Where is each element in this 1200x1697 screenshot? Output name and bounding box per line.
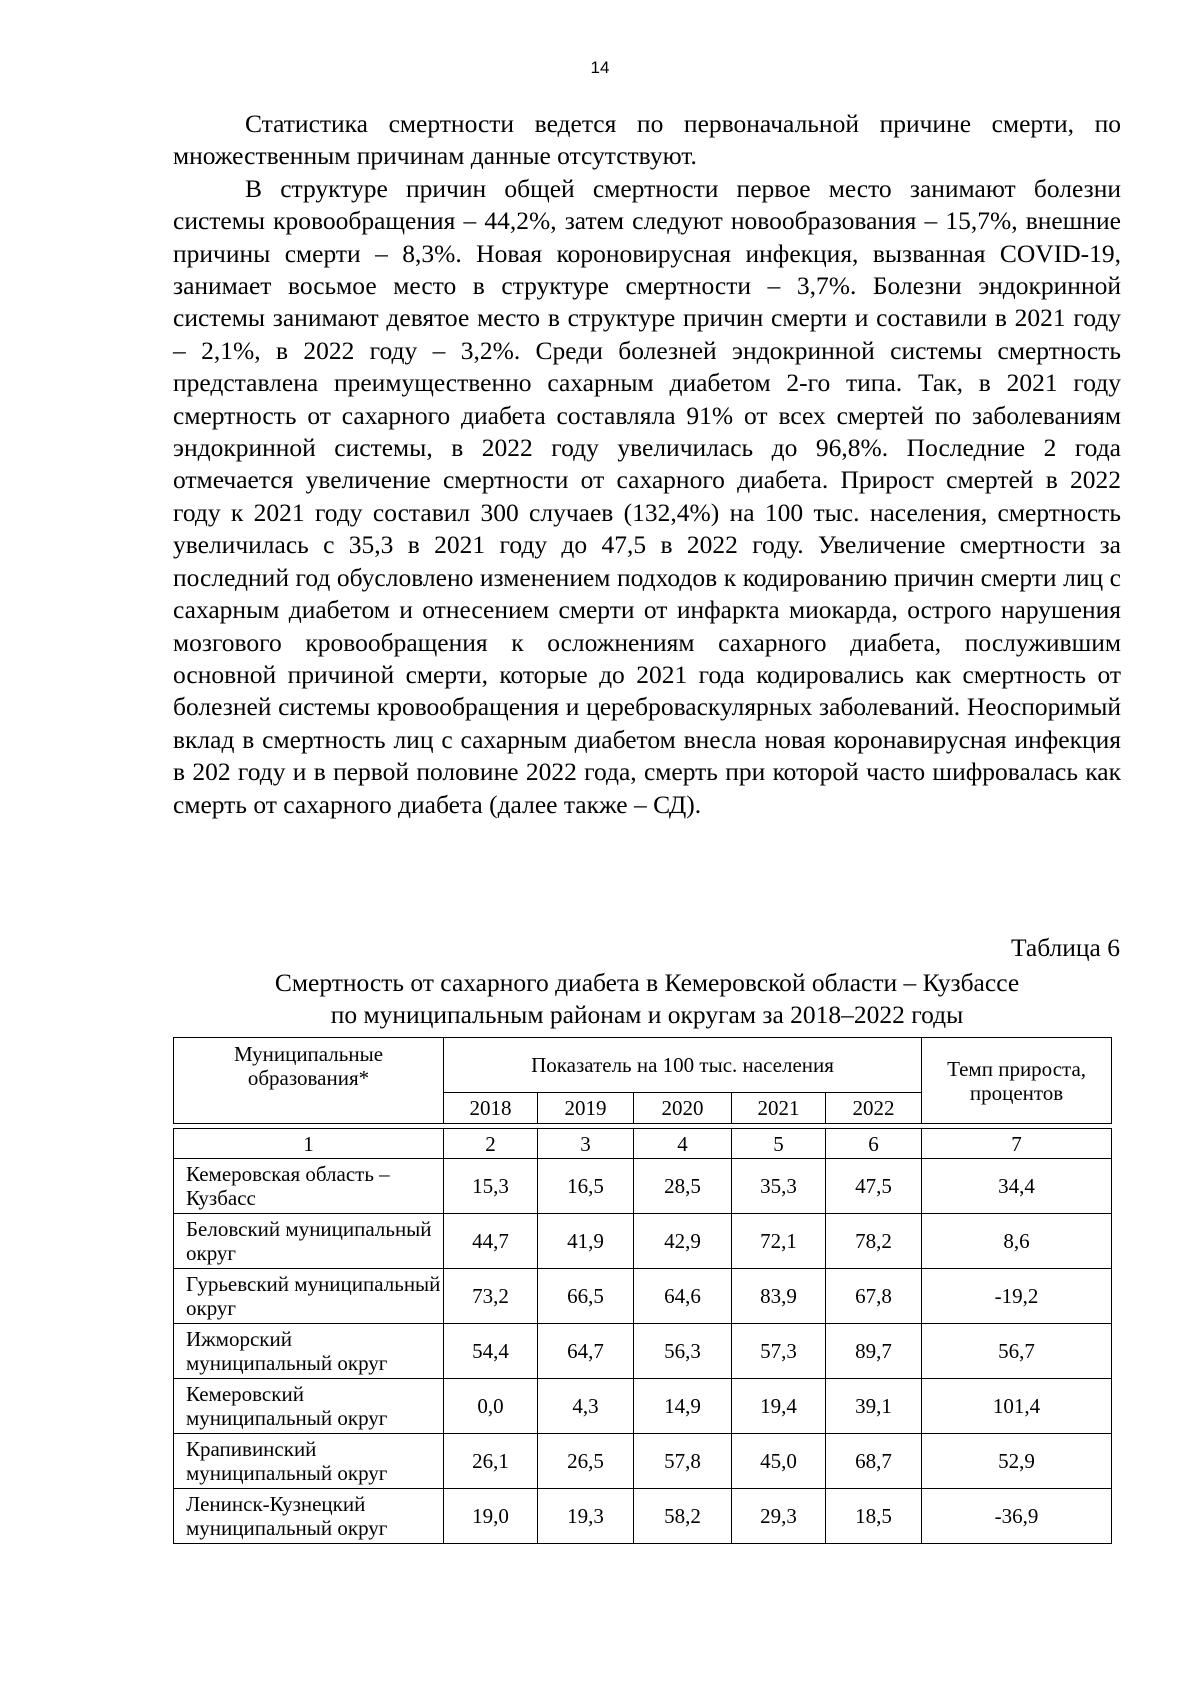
- cell-value: 66,5: [538, 1269, 634, 1324]
- cell-value: 64,6: [634, 1269, 732, 1324]
- cell-value: 44,7: [444, 1214, 538, 1269]
- column-number: 7: [922, 1129, 1112, 1159]
- cell-value: 78,2: [826, 1214, 922, 1269]
- table-row: [174, 1214, 1112, 1269]
- cell-value: 8,6: [922, 1214, 1112, 1269]
- cell-value: 64,7: [538, 1324, 634, 1379]
- header-municipalities: Муниципальные образования*: [174, 1038, 444, 1124]
- cell-value: 47,5: [826, 1159, 922, 1214]
- header-year: 2021: [732, 1093, 826, 1124]
- paragraph: Статистика смертности ведется по первоначальной причине смерти, по множественным причинам данные отсутствуют.: [173, 109, 1121, 171]
- row-name: Гурьевский муниципальный округ: [174, 1269, 444, 1324]
- cell-value: 28,5: [634, 1159, 732, 1214]
- cell-value: 52,9: [922, 1434, 1112, 1489]
- cell-value: 14,9: [634, 1379, 732, 1434]
- cell-value: 41,9: [538, 1214, 634, 1269]
- cell-value: -19,2: [922, 1269, 1112, 1324]
- cell-value: 4,3: [538, 1379, 634, 1434]
- paragraph: В структуре причин общей смертности первое место занимают болезни системы кровообращения – 44,2%, затем следуют новообразования – 15,7%, внешние причины смерти – 8,3%. Новая короновирусная инфекция, вызванная COVID-19, занимает восьмое место в структуре смертности – 3,7%. Болезни эндокринной системы занимают девятое место в структуре причин смерти и составили в 2021 году – 2,1%, в 2022 году – 3,2%. Среди болезней эндокринной системы смертность представлена преимущественно сахарным диабетом 2-го типа. Так, в 2021 году смертность от сахарного диабета составляла 91% от всех смертей по заболеваниям эндокринной системы, в 2022 году увеличилась до 96,8%. Последние 2 года отмечается увеличение смертности от сахарного диабета. Прирост смертей в 2022 году к 2021 году составил 300 случаев (132,4%) на 100 тыс. населения, смертность увеличилась с 35,3 в 2021 году до 47,5 в 2022 году. Увеличение смертности за последний год обусловлено изменением подходов к кодированию причин смерти лиц с сахарным диабетом и отнесением смерти от инфаркта миокарда, острого нарушения мозгового кровообращения к осложнениям сахарного диабета, послужившим основной причиной смерти, которые до 2021 года кодировались как смертность от болезней системы кровообращения и цереброваскулярных заболеваний. Неоспоримый вклад в смертность лиц с сахарным диабетом внесла новая коронавирусная инфекция в 202 году и в первой половине 2022 года, смерть при которой часто шифровалась как смерть от сахарного диабета (далее также – СД).: [173, 173, 1121, 819]
- cell-value: 18,5: [826, 1489, 922, 1544]
- cell-value: 89,7: [826, 1324, 922, 1379]
- cell-value: 26,1: [444, 1434, 538, 1489]
- column-number: 2: [444, 1129, 538, 1159]
- cell-value: 45,0: [732, 1434, 826, 1489]
- cell-value: 29,3: [732, 1489, 826, 1544]
- cell-value: 56,7: [922, 1324, 1112, 1379]
- row-name: Кемеровский муниципальный округ: [174, 1379, 444, 1434]
- page-number: 14: [590, 58, 610, 77]
- table-title: [173, 967, 1121, 1031]
- column-number: 5: [732, 1129, 826, 1159]
- cell-value: 72,1: [732, 1214, 826, 1269]
- cell-value: 83,9: [732, 1269, 826, 1324]
- table-row: [174, 1489, 1112, 1544]
- table-title-line: по муниципальным районам и округам за 2018–2022 годы: [330, 1000, 964, 1029]
- cell-value: 19,0: [444, 1489, 538, 1544]
- cell-value: 67,8: [826, 1269, 922, 1324]
- cell-value: 56,3: [634, 1324, 732, 1379]
- cell-value: 101,4: [922, 1379, 1112, 1434]
- row-name: Крапивинский муниципальный округ: [174, 1434, 444, 1489]
- cell-value: 73,2: [444, 1269, 538, 1324]
- column-number: 6: [826, 1129, 922, 1159]
- row-name: Беловский муниципальный округ: [174, 1214, 444, 1269]
- cell-value: 34,4: [922, 1159, 1112, 1214]
- table-title-line: Смертность от сахарного диабета в Кемеровской области – Кузбассе: [274, 968, 1020, 997]
- cell-value: 39,1: [826, 1379, 922, 1434]
- table-row: [174, 1324, 1112, 1379]
- data-table: [173, 1128, 1112, 1544]
- header-year: 2018: [444, 1093, 538, 1124]
- table-caption: Таблица 6: [1010, 933, 1120, 962]
- header-year: 2022: [826, 1093, 922, 1124]
- cell-value: 57,8: [634, 1434, 732, 1489]
- header-year: 2019: [538, 1093, 634, 1124]
- table-row: [174, 1379, 1112, 1434]
- cell-value: 42,9: [634, 1214, 732, 1269]
- header-indicator-group: Показатель на 100 тыс. населения: [444, 1038, 922, 1093]
- table-row: [174, 1434, 1112, 1489]
- column-number: 3: [538, 1129, 634, 1159]
- table-row: [174, 1159, 1112, 1214]
- header-year: 2020: [634, 1093, 732, 1124]
- column-number: 4: [634, 1129, 732, 1159]
- cell-value: 57,3: [732, 1324, 826, 1379]
- cell-value: 16,5: [538, 1159, 634, 1214]
- row-name: Ленинск-Кузнецкий муниципальный округ: [174, 1489, 444, 1544]
- cell-value: 68,7: [826, 1434, 922, 1489]
- cell-value: 35,3: [732, 1159, 826, 1214]
- cell-value: 0,0: [444, 1379, 538, 1434]
- column-number: 1: [174, 1129, 444, 1159]
- row-name: Ижморский муниципальный округ: [174, 1324, 444, 1379]
- column-number-row: [174, 1129, 1112, 1159]
- cell-value: 58,2: [634, 1489, 732, 1544]
- table-row: [174, 1269, 1112, 1324]
- cell-value: 15,3: [444, 1159, 538, 1214]
- body-text: [173, 108, 1121, 821]
- cell-value: -36,9: [922, 1489, 1112, 1544]
- cell-value: 19,4: [732, 1379, 826, 1434]
- header-growth-rate: Темп прироста, процентов: [922, 1038, 1112, 1124]
- cell-value: 54,4: [444, 1324, 538, 1379]
- row-name: Кемеровская область – Кузбасс: [174, 1159, 444, 1214]
- cell-value: 19,3: [538, 1489, 634, 1544]
- table-header: [173, 1037, 1112, 1124]
- cell-value: 26,5: [538, 1434, 634, 1489]
